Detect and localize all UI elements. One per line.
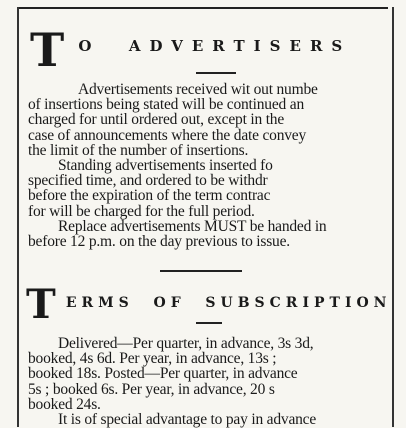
advertisers-body [28,82,384,249]
advertisers-line: before the expiration of the term contrac [28,187,271,205]
subscription-line: booked 18s. Posted—Per quarter, in advance [28,365,298,383]
advertisers-line: for will be charged for the full period. [28,202,255,220]
subscription-line: booked 24s. [28,395,101,413]
advertisers-line: case of announcements where the date convey [28,126,307,144]
subscription-heading [26,281,392,328]
advertisers-line: of insertions being stated will be continued an [28,96,304,114]
subscription-heading-text: ERMS OF SUBSCRIPTION [65,295,392,311]
subscription-line: It is of special advantage to pay in advance [58,411,317,428]
advertisers-line: charged for until ordered out, except in the [28,111,285,129]
subscription-divider [196,322,222,324]
section-divider [160,270,242,272]
advertisers-line: Standing advertisements inserted fo [58,157,273,175]
advertisers-line: specified time, and ordered to be withdr [28,172,268,190]
top-border-rule [18,7,388,9]
advertisers-heading [30,23,352,77]
left-column-rule [17,7,19,427]
advertisers-line: the limit of the number of insertions. [28,141,249,159]
advertisers-divider [196,72,236,74]
subscription-line: 5s ; booked 6s. Per year, in advance, 20 s [28,380,275,398]
advertisers-line: Replace advertisements MUST be handed in [58,217,327,235]
advertisers-line: Advertisements received wit out numbe [78,81,318,98]
subscription-line: booked, 4s 6d. Per year, in advance, 13s ; [28,350,277,368]
subscription-dropcap: T [26,281,57,328]
subscription-body [28,336,384,427]
right-column-rule [392,7,394,427]
advertisers-line: before 12 p.m. on the day previous to issue. [28,233,290,251]
advertisers-heading-text: O ADVERTISERS [78,37,352,55]
advertisers-dropcap: T [30,23,65,77]
subscription-line: Delivered—Per quarter, in advance, 3s 3d, [58,335,314,352]
